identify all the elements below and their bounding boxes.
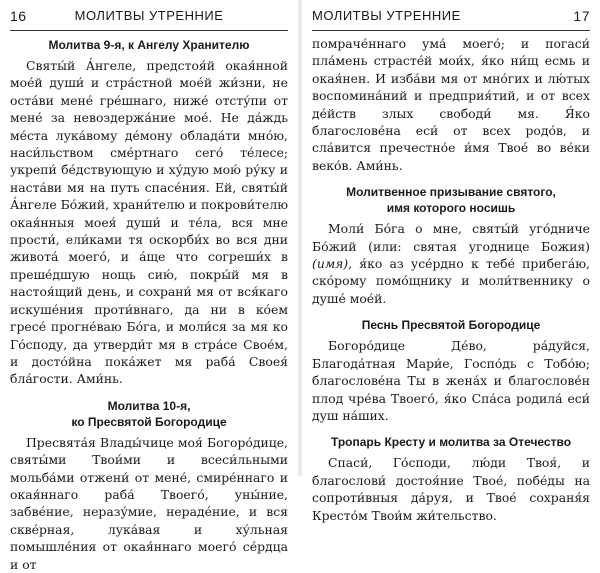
right-page xyxy=(304,0,600,523)
left-page xyxy=(0,0,296,572)
prayer-10-continuation: помраче́ннаго ума́ моего́; и погаси́ пла́мень страсте́й мои́х, я́ко ни́щ есмь и окая́нен. И изба́ви мя от мно́гих и лю́тых воспомина́ний и предприя́тий, и от всех де́йств злых свободи́ мя. Я́ко благослове́на еси́ от всех родо́в, и сла́вится пречестно́е и́мя Твое́ во ве́ки веко́в. Ами́нь. xyxy=(312,36,590,173)
song-theotokos-text: Богоро́дице Де́во, ра́дуйся, Благода́тная Мари́е, Госпо́дь с Тобо́ю; благослове́на Ты в жена́х и благослове́н плод чре́ва Твоего́, я́ко Спа́са родила́ еси́ душ на́ших. xyxy=(312,338,590,423)
saint-prayer-text-a: Моли́ Бо́га о мне, святы́й уго́дниче Бо́жий (или: святая угоднице Божия) xyxy=(312,221,590,254)
prayer-9-text: Святы́й А́нгеле, предстоя́й окая́нной мое́й души́ и стра́стной мое́й жи́зни, не оста́ви мене́ гре́шнаго, ниже́ отсту́пи от мене́ за невоздержа́ние мое́. Не да́ждь ме́ста лука́вому де́мону облада́ти мно́ю, наси́льством сме́ртнаго сего́ те́лесе; укрепи́ бе́дствующую и ху́дую мою́ ру́ку и наста́ви мя на путь спасе́ния. Ей, святы́й А́нгеле Бо́жий, храни́телю и покрови́телю окая́нныя моея́ души́ и те́ла, вся мне прости́, ели́ками тя оскорби́х во вся дни живота́ моего́, и а́ще что согреши́х в преше́дшую нощь сию́, покры́й мя в настоя́щий день, и сохрани́ мя от вся́каго искуше́ния проти́внаго, да ни в ко́ем гресе́ прогне́ваю Бо́га, и моли́ся за мя ко Го́споду, да утверди́т мя в стра́се Свое́м, и досто́йна пока́жет мя раба́ Своея́ бла́гости. Ами́нь. xyxy=(10,58,288,387)
song-theotokos-heading: Песнь Пресвятой Богородице xyxy=(361,318,541,333)
troparion-heading: Тропарь Кресту и молитва за Отечество xyxy=(330,435,572,450)
running-head-title-right: МОЛИТВЫ УТРЕННИЕ xyxy=(312,8,461,23)
saint-prayer-heading-line1: Молитвенное призывание святого, xyxy=(346,185,556,200)
prayer-10-heading xyxy=(10,398,288,430)
prayer-10-text: Пресвята́я Влады́чице моя́ Богоро́дице, святы́ми Твои́ми и всеси́льными мольба́ми отжени́ от мене́, смире́ннаго и окая́ннаго раба́ Твоего́, уны́ние, забве́ние, неразу́мие, нераде́ние, и вся скве́рная, лука́вая и ху́льная помышле́ния от окая́ннаго моего́ се́рдца и от xyxy=(10,434,288,572)
page-number-left: 16 xyxy=(10,8,27,24)
running-head-left xyxy=(10,8,288,31)
book-gutter xyxy=(297,0,303,476)
running-head-title-left: МОЛИТВЫ УТРЕННИЕ xyxy=(74,8,224,23)
saint-prayer-heading-line2: имя которого носишь xyxy=(386,201,516,216)
running-head-right xyxy=(312,8,590,31)
troparion-text: Спаси́, Го́споди, лю́ди Твоя́, и благослови́ достоя́ние Твое́, побе́ды на сопроти́вныя да́руя, и Твое́ сохраня́я Кресто́м Твои́м жи́тельство. xyxy=(312,455,590,523)
saint-prayer-name-placeholder: (имя) xyxy=(312,256,349,272)
saint-prayer-text-b: , я́ко аз усе́рдно к тебе́ прибега́ю, ско́рому помо́щнику и моли́твеннику о душе́ мое́й. xyxy=(312,256,590,306)
saint-prayer-text xyxy=(312,220,590,307)
prayer-9-heading: Молитва 9-я, к Ангелу Хранителю xyxy=(48,38,250,52)
saint-prayer-heading xyxy=(312,184,590,216)
page-number-right: 17 xyxy=(573,8,590,24)
prayer-10-heading-line2: ко Пресвятой Богородице xyxy=(71,414,227,429)
prayer-10-heading-line1: Молитва 10-я, xyxy=(107,398,191,413)
